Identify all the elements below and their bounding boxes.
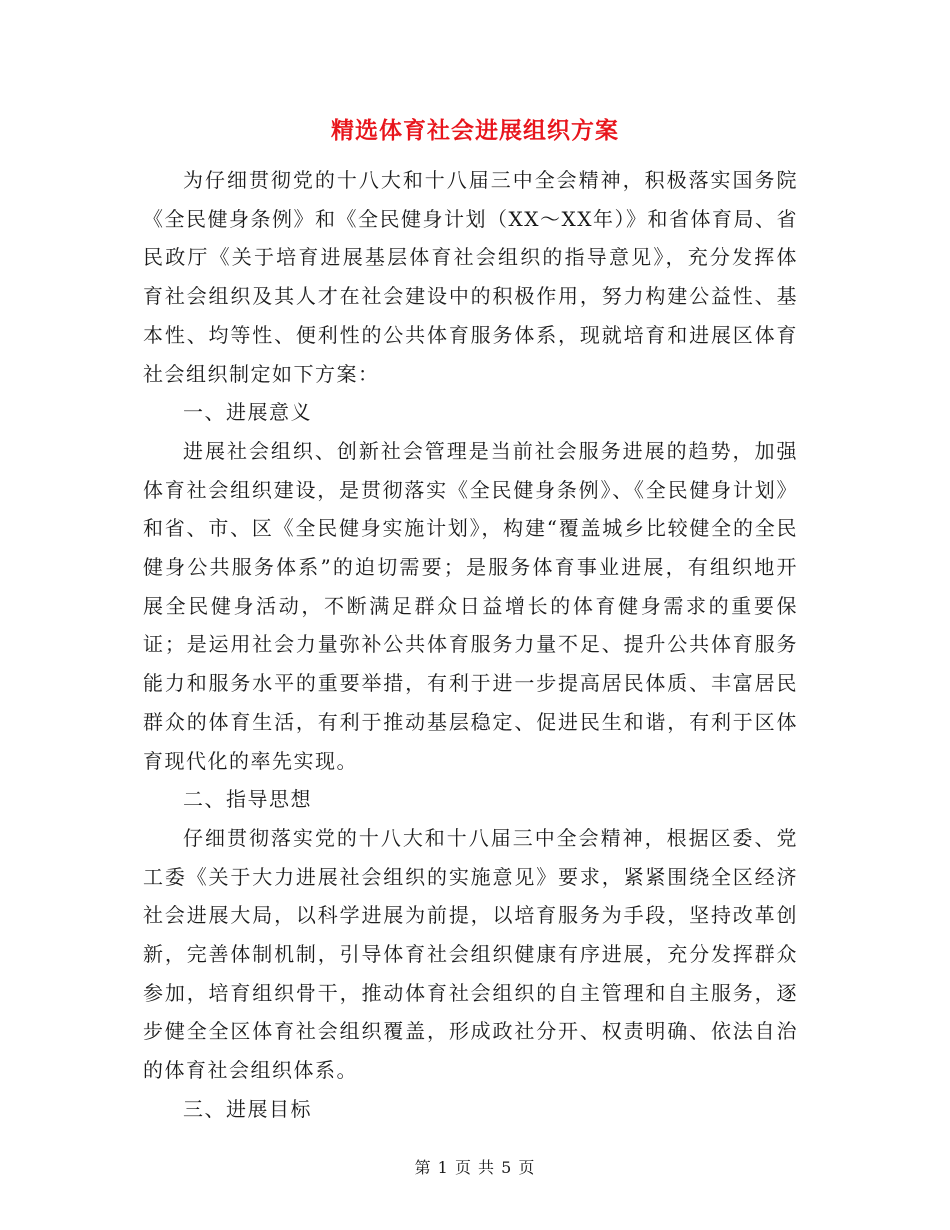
section-heading-2: 二、指导思想 bbox=[183, 787, 312, 812]
page-number-footer: 第 1 页 共 5 页 bbox=[414, 1158, 536, 1177]
section-heading-1: 一、进展意义 bbox=[183, 400, 312, 425]
document-body bbox=[143, 161, 798, 1129]
paragraph-intro: 为仔细贯彻党的十八大和十八届三中全会精神，积极落实国务院《全民健身条例》和《全民健身计划（XX～XX年）》和省体育局、省民政厅《关于培育进展基层体育社会组织的指导意见》，充分发挥体育社会组织及其人才在社会建设中的积极作用，努力构建公益性、基本性、均等性、便利性的公共体育服务体系，现就培育和进展区体育社会组织制定如下方案： bbox=[143, 168, 798, 386]
paragraph-guiding-thought: 仔细贯彻落实党的十八大和十八届三中全会精神，根据区委、党工委《关于大力进展社会组织的实施意见》要求，紧紧围绕全区经济社会进展大局，以科学进展为前提，以培育服务为手段，坚持改革创新，完善体制机制，引导体育社会组织健康有序进展，充分发挥群众参加，培育组织骨干，推动体育社会组织的自主管理和自主服务，逐步健全全区体育社会组织覆盖，形成政社分开、权责明确、依法自治的体育社会组织体系。 bbox=[143, 825, 798, 1083]
section-heading-3: 三、进展目标 bbox=[183, 1096, 312, 1121]
paragraph-significance: 进展社会组织、创新社会管理是当前社会服务进展的趋势，加强体育社会组织建设，是贯彻落实《全民健身条例》、《全民健身计划》和省、市、区《全民健身实施计划》，构建“覆盖城乡比较健全的全民健身公共服务体系”的迫切需要；是服务体育事业进展，有组织地开展全民健身活动，不断满足群众日益增长的体育健身需求的重要保证；是运用社会力量弥补公共体育服务力量不足、提升公共体育服务能力和服务水平的重要举措，有利于进一步提高居民体质、丰富居民群众的体育生活，有利于推动基层稳定、促进民生和谐，有利于区体育现代化的率先实现。 bbox=[143, 438, 798, 773]
document-title: 精选体育社会进展组织方案 bbox=[331, 118, 619, 144]
